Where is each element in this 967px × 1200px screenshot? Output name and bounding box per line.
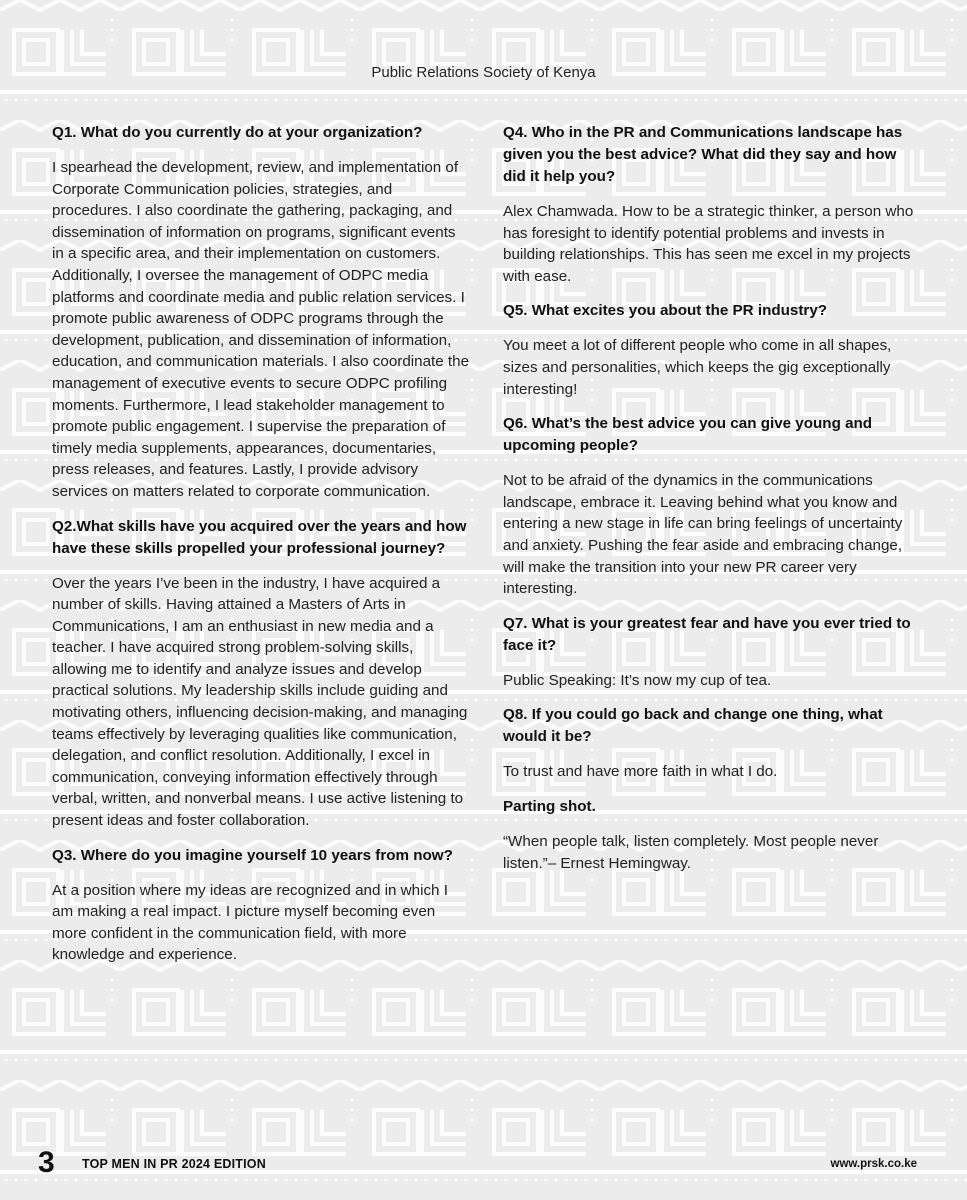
question-parting-shot: Parting shot.	[503, 797, 596, 815]
question-q3: Q3. Where do you imagine yourself 10 years from now?	[52, 846, 453, 864]
answer-q7: Public Speaking: It’s now my cup of tea.	[503, 671, 772, 689]
question-q1: Q1. What do you currently do at your organization?	[52, 124, 423, 141]
answer-q6: Not to be afraid of the dynamics in the communications landscape, embrace it. Leaving behind what you know and entering a new stage in life can bring feelings of uncertainty and anxiety. Pushing the fear aside and embracing change, will make the transition into your new PR career very interesting.	[503, 472, 903, 598]
right-column	[503, 122, 921, 887]
question-q4: Q4. Who in the PR and Communications landscape has given you the best advice? What did they say and how did it help you?	[503, 124, 903, 185]
answer-q8: To trust and have more faith in what I do.	[503, 763, 778, 781]
answer-q2: Over the years I’ve been in the industry, I have acquired a number of skills. Having attained a Masters of Arts in Communications, I am an enthusiast in new media and a teacher. I have acquired strong problem-solving skills, allowing me to identify and analyze issues and develop practical solutions. My leadership skills include guiding and motivating others, influencing decision-making, and managing teams effectively by leveraging qualities like communication, delegation, and conflict resolution. Additionally, I excel in communication, conveying information effectively through verbal, written, and nonverbal means. I use active listening to present ideas and foster collaboration.	[52, 574, 468, 830]
answer-q5: You meet a lot of different people who come in all shapes, sizes and personalities, which keeps the gig exceptionally interesting!	[503, 337, 892, 398]
qa-block-q6	[503, 413, 921, 600]
answer-q4: Alex Chamwada. How to be a strategic thinker, a person who has foresight to identify potential problems and invests in building relationships. This has seen me excel in my projects with ease.	[503, 203, 914, 285]
qa-block-q8	[503, 704, 921, 783]
qa-block-q1	[52, 122, 470, 503]
publication-title: TOP MEN IN PR 2024 EDITION	[82, 1157, 266, 1171]
left-column	[52, 122, 470, 979]
qa-block-parting-shot	[503, 796, 921, 874]
question-q2: Q2.What skills have you acquired over the years and how have these skills propelled your professional journey?	[52, 517, 467, 557]
question-q7: Q7. What is your greatest fear and have you ever tried to face it?	[503, 614, 911, 654]
question-q6: Q6. What’s the best advice you can give young and upcoming people?	[503, 415, 873, 455]
qa-block-q7	[503, 613, 921, 692]
page-number: 3	[38, 1146, 55, 1179]
question-q8: Q8. If you could go back and change one thing, what would it be?	[503, 706, 883, 746]
answer-parting-shot: “When people talk, listen completely. Most people never listen.”– Ernest Hemingway.	[503, 832, 879, 872]
answer-q3: At a position where my ideas are recognized and in which I am making a real impact. I picture myself becoming even more confident in the communication field, with more knowledge and experience.	[52, 881, 448, 964]
answer-q1: I spearhead the development, review, and implementation of Corporate Communication policies, strategies, and procedures. I also coordinate the gathering, packaging, and dissemination of information on programs, significant events in a specific area, and their implementation on customers. Additionally, I oversee the management of ODPC media platforms and coordinate media and public relation services. I promote public awareness of ODPC programs through the development, publication, and dissemination of information, education, and communication materials. I also coordinate the management of executive events to secure ODPC profiling moments. Furthermore, I lead stakeholder management to promote public engagement. I supervise the preparation of timely media supplements, appearances, documentaries, press releases, and features. Lastly, I provide advisory services on matters related to corporate communication.	[52, 159, 470, 500]
qa-block-q2	[52, 516, 470, 832]
qa-block-q3	[52, 845, 470, 966]
qa-block-q5	[503, 300, 921, 400]
qa-block-q4	[503, 122, 921, 287]
header-organization: Public Relations Society of Kenya	[371, 64, 596, 81]
website-link[interactable]: www.prsk.co.ke	[830, 1158, 917, 1170]
question-q5: Q5. What excites you about the PR industry?	[503, 302, 828, 320]
